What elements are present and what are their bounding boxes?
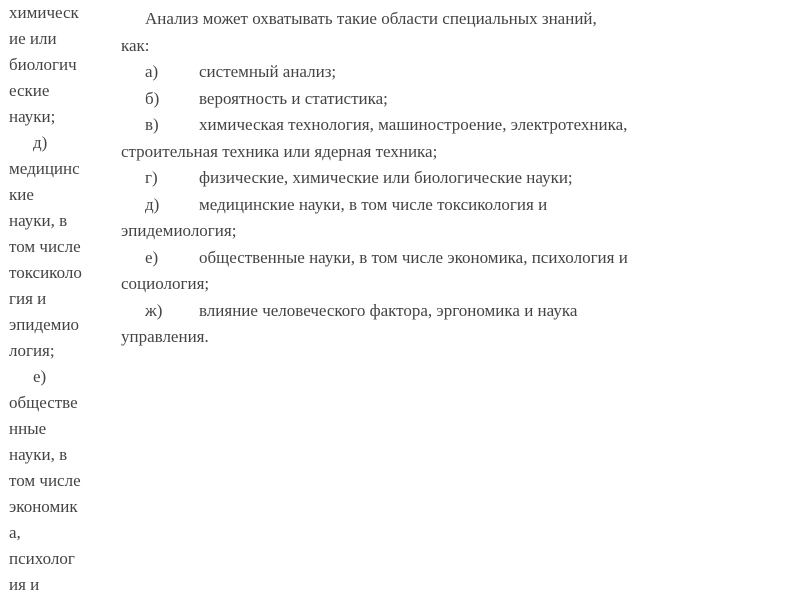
list-item	[121, 112, 800, 139]
left-column-line: психолог	[9, 549, 75, 568]
list-item-text: медицинские науки, в том числе токсикология и	[199, 194, 548, 214]
left-column-line: нные	[9, 419, 47, 438]
list-item	[121, 165, 800, 192]
left-column-line: науки;	[9, 107, 56, 126]
left-column-line: том числе	[9, 471, 81, 490]
list-item-text: системный анализ;	[199, 62, 337, 81]
left-text-column	[9, 0, 109, 600]
left-column-line: медицинс	[9, 159, 80, 178]
list-item-text: физические, химические или биологические науки;	[199, 168, 573, 187]
left-column-line: кие	[9, 185, 34, 204]
list-item	[121, 245, 800, 272]
list-item-text: общественные науки, в том числе экономика, психология и	[199, 247, 628, 267]
list-item-continuation: эпидемиология;	[121, 221, 237, 240]
left-column-line: гия и	[9, 289, 47, 308]
left-column-line: химическ	[9, 3, 79, 22]
left-column-line: науки, в	[9, 211, 68, 230]
left-column-line: ия и	[9, 575, 40, 594]
left-column-line: а,	[9, 523, 21, 542]
list-item-continuation: строительная техника или ядерная техника;	[121, 141, 438, 161]
list-item-continuation: социология;	[121, 274, 210, 293]
list-item-marker: в)	[145, 115, 159, 134]
left-column-line: экономик	[9, 497, 78, 516]
left-column-marker: д)	[33, 133, 48, 152]
list-item-text: химическая технология, машиностроение, электротехника,	[199, 115, 628, 134]
left-column-line: ие или	[9, 29, 57, 48]
list-item-marker: а)	[145, 62, 159, 81]
intro-continuation: как:	[121, 35, 150, 55]
left-column-line: эпидемио	[9, 315, 80, 334]
left-column-line: токсиколо	[9, 263, 82, 282]
list-item	[121, 192, 800, 219]
list-item-marker: д)	[145, 194, 160, 214]
left-column-line: логия;	[9, 341, 55, 360]
list-item-marker: г)	[145, 168, 158, 187]
list-item-marker: ж)	[145, 300, 163, 320]
list-item	[121, 298, 800, 325]
left-column-line: науки, в	[9, 445, 68, 464]
list-item-text: вероятность и статистика;	[199, 88, 388, 108]
left-column-line: том числе	[9, 237, 81, 256]
left-column-marker: е)	[33, 367, 47, 386]
list-item	[121, 86, 800, 113]
list-item-marker: б)	[145, 88, 160, 108]
left-column-line: биологич	[9, 55, 77, 74]
intro-line: Анализ может охватывать такие области специальных знаний,	[145, 9, 597, 28]
list-item-marker: е)	[145, 247, 159, 267]
left-column-line: обществе	[9, 393, 78, 412]
main-text-block	[121, 6, 800, 351]
left-column-line: еские	[9, 81, 50, 100]
list-item-continuation: управления.	[121, 327, 209, 346]
list-item-text: влияние человеческого фактора, эргономика и наука	[199, 300, 578, 320]
list-item	[121, 59, 800, 86]
